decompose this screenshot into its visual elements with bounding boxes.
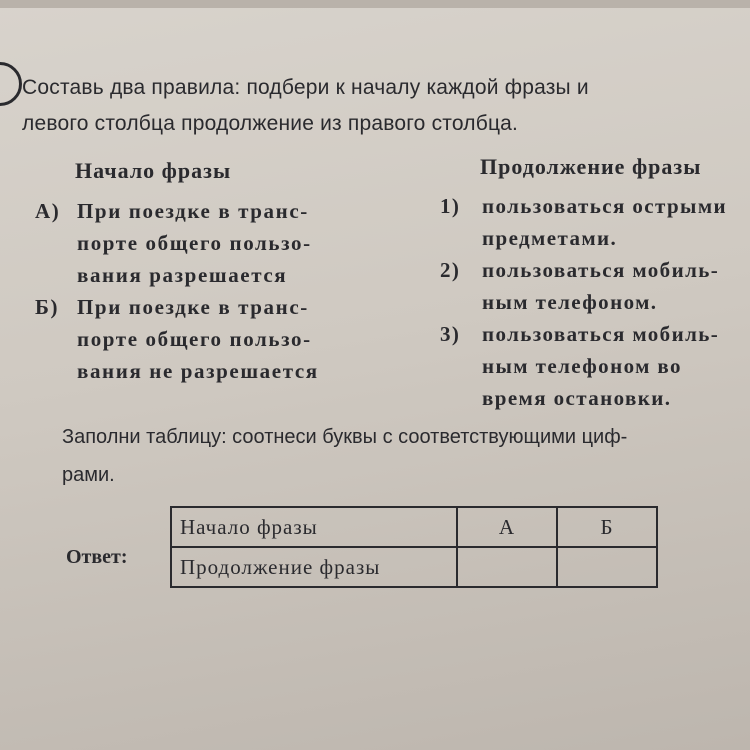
column-header-a: А bbox=[457, 507, 557, 547]
left-column-header: Начало фразы bbox=[75, 158, 232, 183]
right-item-marker: 3) bbox=[440, 322, 461, 346]
row-label-start: Начало фразы bbox=[171, 507, 457, 547]
right-item-text: пользоваться мобиль- ным телефоном. bbox=[482, 258, 720, 314]
left-item-marker: А) bbox=[35, 199, 61, 223]
task-statement bbox=[22, 70, 750, 142]
left-column bbox=[35, 195, 415, 387]
right-item-text: пользоваться мобиль- ным телефоном во время остановки. bbox=[482, 322, 720, 410]
task-number-circle bbox=[0, 62, 22, 106]
top-edge bbox=[0, 0, 750, 8]
table-row bbox=[171, 547, 657, 587]
right-column bbox=[440, 190, 750, 414]
task-line-1: Составь два правила: подбери к началу каждой фразы и bbox=[22, 76, 589, 99]
right-item-3 bbox=[440, 318, 750, 414]
left-item-b bbox=[35, 291, 415, 387]
answer-cell-a[interactable] bbox=[457, 547, 557, 587]
left-item-text: При поездке в транс- порте общего пользо- вания не разрешается bbox=[77, 295, 319, 383]
right-item-2 bbox=[440, 254, 750, 318]
row-label-continuation: Продолжение фразы bbox=[171, 547, 457, 587]
left-item-marker: Б) bbox=[35, 295, 60, 319]
instruction-text: Заполни таблицу: соотнеси буквы с соответствующими циф- рами. bbox=[62, 426, 628, 486]
right-item-marker: 2) bbox=[440, 258, 461, 282]
task-line-2: левого столбца продолжение из правого столбца. bbox=[22, 112, 519, 135]
left-item-a bbox=[35, 195, 415, 291]
column-header-b: Б bbox=[557, 507, 657, 547]
right-item-marker: 1) bbox=[440, 194, 461, 218]
table-row bbox=[171, 507, 657, 547]
answer-table bbox=[170, 506, 658, 588]
right-item-1 bbox=[440, 190, 750, 254]
answer-cell-b[interactable] bbox=[557, 547, 657, 587]
right-item-text: пользоваться острыми предметами. bbox=[482, 194, 728, 250]
left-item-text: При поездке в транс- порте общего пользо- вания разрешается bbox=[77, 199, 312, 287]
right-column-header: Продолжение фразы bbox=[480, 154, 702, 179]
answer-label: Ответ: bbox=[66, 546, 128, 568]
